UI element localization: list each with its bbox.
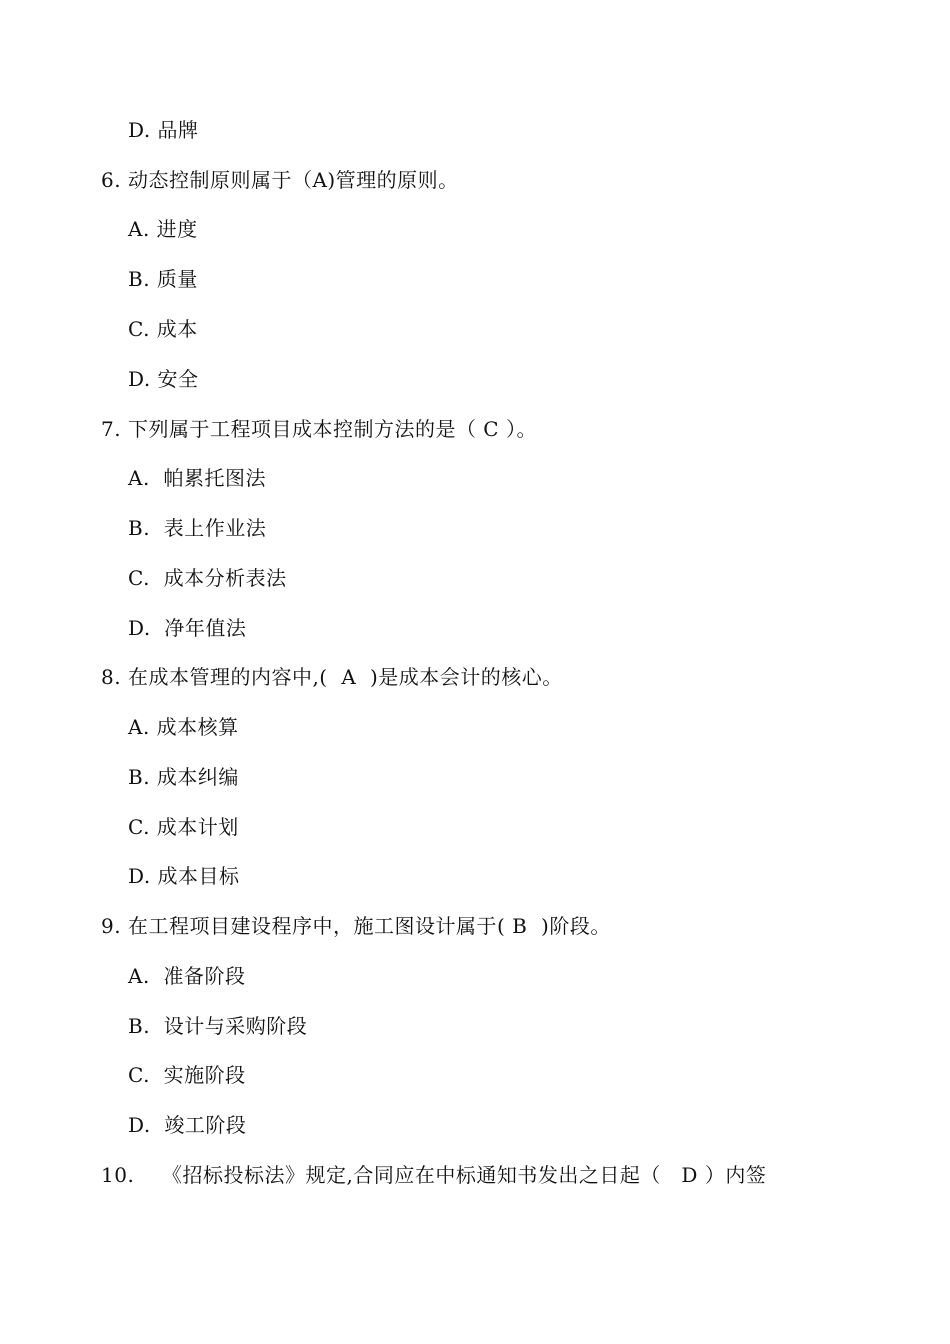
q9-option-b: B. 设计与采购阶段 xyxy=(128,1014,308,1038)
q9-option-a: A. 准备阶段 xyxy=(128,964,246,988)
q9-option-d: D. 竣工阶段 xyxy=(128,1113,247,1137)
q8-option-d: D. 成本目标 xyxy=(128,864,240,888)
q6-option-c: C. 成本 xyxy=(128,317,198,341)
q7-option-d: D. 净年值法 xyxy=(128,616,247,640)
q8-option-c: C. 成本计划 xyxy=(128,815,239,839)
q6-option-a: A. 进度 xyxy=(128,217,198,241)
q6-option-d: D. 安全 xyxy=(128,367,199,391)
q9-option-c: C. 实施阶段 xyxy=(128,1063,246,1087)
question-6: 6. 动态控制原则属于（A)管理的原则。 xyxy=(101,168,459,192)
question-8: 8. 在成本管理的内容中,( A )是成本会计的核心。 xyxy=(101,665,563,689)
q8-option-b: B. 成本纠编 xyxy=(128,765,239,789)
question-9: 9. 在工程项目建设程序中，施工图设计属于( B )阶段。 xyxy=(101,914,611,938)
q6-option-b: B. 质量 xyxy=(128,267,198,291)
q7-option-c: C. 成本分析表法 xyxy=(128,566,287,590)
q7-option-b: B. 表上作业法 xyxy=(128,516,267,540)
option-d-brand: D. 品牌 xyxy=(128,118,199,142)
q7-option-a: A. 帕累托图法 xyxy=(128,466,267,490)
question-10-number: 10. xyxy=(101,1163,135,1187)
question-7: 7. 下列属于工程项目成本控制方法的是（ C ）。 xyxy=(101,417,537,441)
question-10-text: 《招标投标法》规定,合同应在中标通知书发出之日起（ D ）内签 xyxy=(162,1163,767,1187)
q8-option-a: A. 成本核算 xyxy=(128,715,239,739)
